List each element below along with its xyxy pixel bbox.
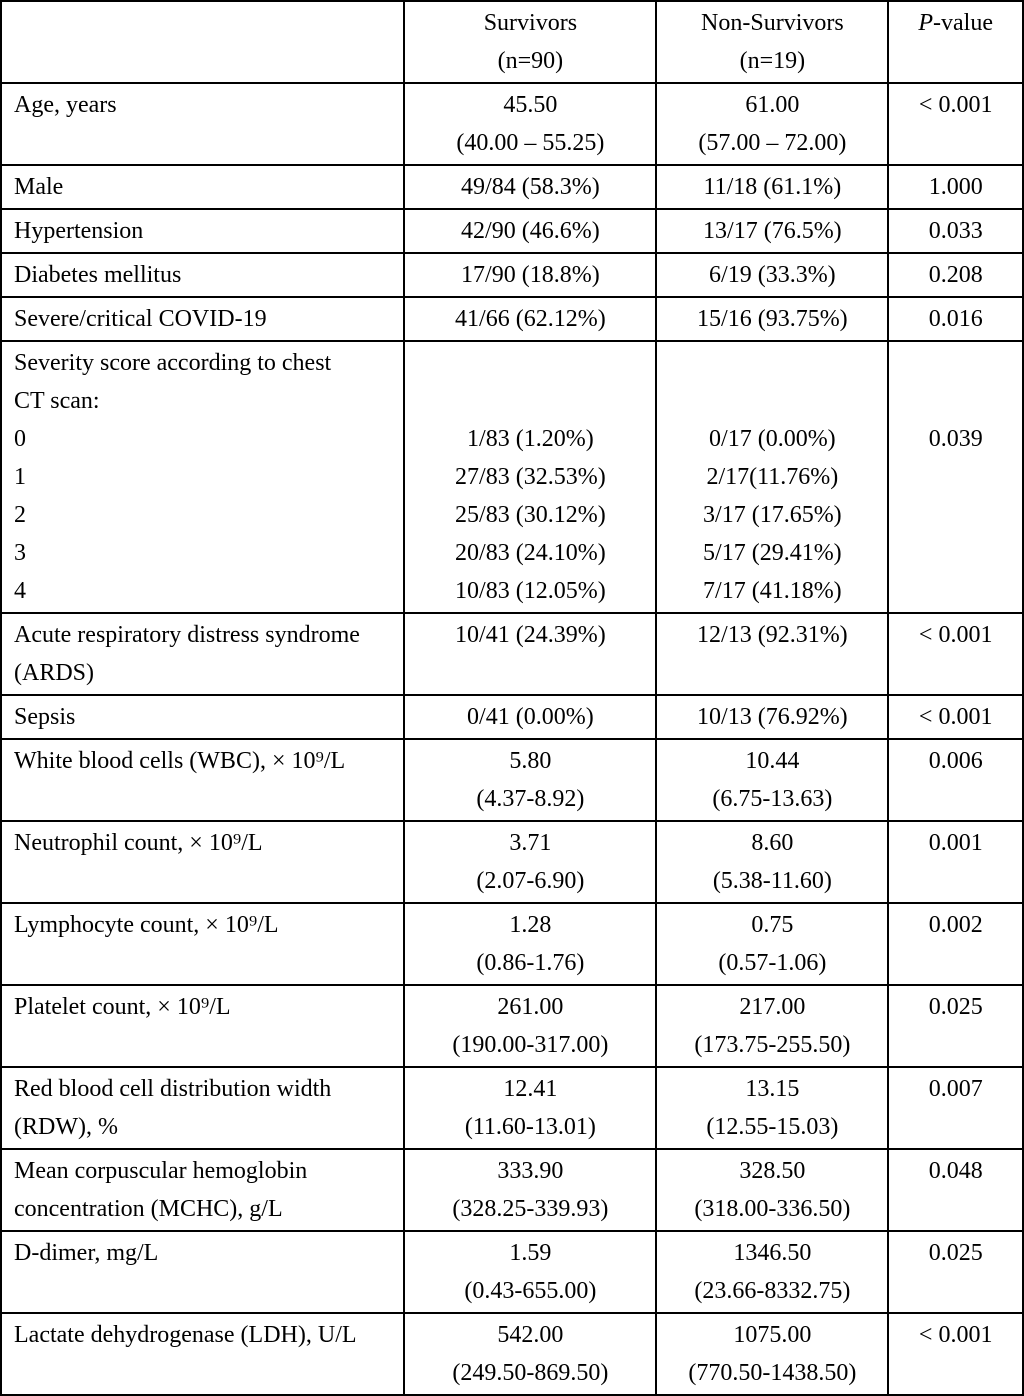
survivors-cell bbox=[405, 904, 657, 984]
p-value-cell bbox=[889, 1068, 1022, 1148]
cell-line: (318.00-336.50) bbox=[694, 1196, 851, 1222]
survivors-cell bbox=[405, 166, 657, 208]
non-survivors-cell bbox=[657, 1150, 889, 1230]
cell-line: (328.25-339.93) bbox=[452, 1196, 609, 1222]
non-survivors-cell bbox=[657, 904, 889, 984]
cell-line: 25/83 (30.12%) bbox=[455, 502, 606, 528]
cell-line: 328.50 bbox=[739, 1158, 806, 1184]
cell-line: 261.00 bbox=[497, 994, 564, 1020]
cell-line bbox=[895, 382, 1016, 420]
cell-line: Sepsis bbox=[14, 704, 76, 730]
p-value-cell bbox=[889, 740, 1022, 820]
p-value-cell bbox=[889, 298, 1022, 340]
cell-line: 17/90 (18.8%) bbox=[461, 262, 600, 288]
row-label-cell bbox=[2, 696, 405, 738]
survivors-cell bbox=[405, 1150, 657, 1230]
row-label-cell bbox=[2, 166, 405, 208]
p-value-cell bbox=[889, 342, 1022, 612]
cell-line: 20/83 (24.10%) bbox=[455, 540, 606, 566]
cell-line: 1.28 bbox=[509, 912, 552, 938]
cell-line: 0.025 bbox=[928, 1240, 983, 1266]
cell-line: (ARDS) bbox=[14, 660, 95, 686]
cell-line: Lactate dehydrogenase (LDH), U/L bbox=[14, 1322, 357, 1348]
header-survivors-title: Survivors bbox=[483, 10, 578, 36]
survivors-cell bbox=[405, 298, 657, 340]
row-label-cell bbox=[2, 904, 405, 984]
survivors-cell bbox=[405, 986, 657, 1066]
cell-line: 2 bbox=[14, 502, 26, 528]
cell-line: (173.75-255.50) bbox=[694, 1032, 851, 1058]
non-survivors-cell bbox=[657, 1314, 889, 1394]
p-value-cell bbox=[889, 1232, 1022, 1312]
cell-line: (4.37-8.92) bbox=[476, 786, 585, 812]
cell-line: White blood cells (WBC), × 10⁹/L bbox=[14, 748, 346, 774]
p-value-cell bbox=[889, 986, 1022, 1066]
cell-line: Neutrophil count, × 10⁹/L bbox=[14, 830, 263, 856]
p-value-cell bbox=[889, 696, 1022, 738]
cell-line: Red blood cell distribution width bbox=[14, 1076, 332, 1102]
cell-line: 542.00 bbox=[497, 1322, 564, 1348]
cell-line: (0.57-1.06) bbox=[718, 950, 827, 976]
cell-line: Male bbox=[14, 174, 64, 200]
non-survivors-cell bbox=[657, 614, 889, 694]
cell-line: Lymphocyte count, × 10⁹/L bbox=[14, 912, 279, 938]
cell-line: 0.001 bbox=[928, 830, 983, 856]
cell-line: 45.50 bbox=[503, 92, 558, 118]
non-survivors-cell bbox=[657, 166, 889, 208]
table-row bbox=[2, 822, 1022, 904]
cell-line: 10/41 (24.39%) bbox=[455, 622, 606, 648]
cell-line: (12.55-15.03) bbox=[706, 1114, 839, 1140]
cell-line: 12/13 (92.31%) bbox=[697, 622, 848, 648]
row-label-cell bbox=[2, 342, 405, 612]
cell-line: 0.006 bbox=[928, 748, 983, 774]
non-survivors-cell bbox=[657, 740, 889, 820]
cell-line: < 0.001 bbox=[918, 704, 993, 730]
survivors-cell bbox=[405, 1232, 657, 1312]
cell-line: 0.75 bbox=[751, 912, 794, 938]
cell-line: Severity score according to chest bbox=[14, 350, 332, 376]
cell-line: 13.15 bbox=[745, 1076, 800, 1102]
cell-line: 1 bbox=[14, 464, 26, 490]
cell-line: 0 bbox=[14, 426, 26, 452]
cell-line: 6/19 (33.3%) bbox=[709, 262, 836, 288]
non-survivors-cell bbox=[657, 696, 889, 738]
survivors-cell bbox=[405, 210, 657, 252]
cell-line: 0.025 bbox=[928, 994, 983, 1020]
cell-line: 333.90 bbox=[497, 1158, 564, 1184]
cell-line bbox=[663, 344, 881, 382]
cell-line: (0.43-655.00) bbox=[464, 1278, 597, 1304]
p-value-cell bbox=[889, 614, 1022, 694]
cell-line: 0.016 bbox=[928, 306, 983, 332]
cell-line bbox=[411, 344, 649, 382]
p-value-cell bbox=[889, 822, 1022, 902]
row-label-cell bbox=[2, 1068, 405, 1148]
header-non-survivors-title: Non-Survivors bbox=[701, 10, 844, 36]
table-row bbox=[2, 1068, 1022, 1150]
cell-line: 1/83 (1.20%) bbox=[467, 426, 594, 452]
table-row bbox=[2, 342, 1022, 614]
non-survivors-cell bbox=[657, 84, 889, 164]
non-survivors-cell bbox=[657, 254, 889, 296]
cell-line: (11.60-13.01) bbox=[464, 1114, 596, 1140]
row-label-cell bbox=[2, 210, 405, 252]
table-row bbox=[2, 904, 1022, 986]
cell-line: 10.44 bbox=[745, 748, 800, 774]
header-survivors-cell bbox=[405, 2, 657, 82]
row-label-cell bbox=[2, 986, 405, 1066]
cell-line: < 0.001 bbox=[918, 1322, 993, 1348]
header-empty-cell bbox=[2, 2, 405, 82]
cell-line: 0/17 (0.00%) bbox=[709, 426, 836, 452]
row-label-cell bbox=[2, 822, 405, 902]
survivors-cell bbox=[405, 740, 657, 820]
p-value-cell bbox=[889, 166, 1022, 208]
cell-line: 0/41 (0.00%) bbox=[467, 704, 594, 730]
table-row bbox=[2, 166, 1022, 210]
cell-line bbox=[663, 382, 881, 420]
row-label-cell bbox=[2, 1314, 405, 1394]
cell-line bbox=[411, 382, 649, 420]
cell-line: Age, years bbox=[14, 92, 117, 118]
cell-line: 27/83 (32.53%) bbox=[455, 464, 606, 490]
cell-line: < 0.001 bbox=[918, 622, 993, 648]
survivors-cell bbox=[405, 342, 657, 612]
p-value-cell bbox=[889, 904, 1022, 984]
cell-line: (249.50-869.50) bbox=[452, 1360, 609, 1386]
non-survivors-cell bbox=[657, 1232, 889, 1312]
cell-line: 0.039 bbox=[928, 426, 983, 452]
cell-line: (5.38-11.60) bbox=[712, 868, 832, 894]
cell-line: 0.033 bbox=[928, 218, 983, 244]
header-survivors-n: (n=90) bbox=[497, 48, 564, 74]
table-row bbox=[2, 84, 1022, 166]
cell-line: 3 bbox=[14, 540, 26, 566]
cell-line: (190.00-317.00) bbox=[452, 1032, 609, 1058]
cell-line: 42/90 (46.6%) bbox=[461, 218, 600, 244]
cell-line: 41/66 (62.12%) bbox=[455, 306, 606, 332]
cell-line: 1.000 bbox=[928, 174, 983, 200]
header-pvalue-label bbox=[895, 4, 1016, 42]
non-survivors-cell bbox=[657, 822, 889, 902]
cell-line: D-dimer, mg/L bbox=[14, 1240, 159, 1266]
cell-line: 0.048 bbox=[928, 1158, 983, 1184]
cell-line: 4 bbox=[14, 578, 26, 604]
cell-line: concentration (MCHC), g/L bbox=[14, 1196, 283, 1222]
non-survivors-cell bbox=[657, 342, 889, 612]
cell-line: 0.007 bbox=[928, 1076, 983, 1102]
cell-line: 0.208 bbox=[928, 262, 983, 288]
cell-line: 7/17 (41.18%) bbox=[703, 578, 842, 604]
row-label-cell bbox=[2, 1150, 405, 1230]
cell-line: (770.50-1438.50) bbox=[688, 1360, 857, 1386]
row-label-cell bbox=[2, 614, 405, 694]
table-row bbox=[2, 696, 1022, 740]
cell-line bbox=[895, 344, 1016, 382]
survivors-cell bbox=[405, 696, 657, 738]
cell-line: 1075.00 bbox=[733, 1322, 812, 1348]
cell-line: (RDW), % bbox=[14, 1114, 118, 1140]
cell-line: 15/16 (93.75%) bbox=[697, 306, 848, 332]
row-label-cell bbox=[2, 254, 405, 296]
cell-line: 3/17 (17.65%) bbox=[703, 502, 842, 528]
row-label-cell bbox=[2, 84, 405, 164]
cell-line: 0.002 bbox=[928, 912, 983, 938]
cell-line: < 0.001 bbox=[918, 92, 993, 118]
cell-line: (0.86-1.76) bbox=[476, 950, 585, 976]
non-survivors-cell bbox=[657, 210, 889, 252]
cell-line: Acute respiratory distress syndrome bbox=[14, 622, 360, 648]
table-row bbox=[2, 210, 1022, 254]
cell-line: (2.07-6.90) bbox=[476, 868, 585, 894]
p-value-cell bbox=[889, 254, 1022, 296]
non-survivors-cell bbox=[657, 298, 889, 340]
cell-line: 5/17 (29.41%) bbox=[703, 540, 842, 566]
cell-line: 13/17 (76.5%) bbox=[703, 218, 842, 244]
cell-line: (6.75-13.63) bbox=[712, 786, 833, 812]
table-body bbox=[2, 84, 1022, 1394]
non-survivors-cell bbox=[657, 986, 889, 1066]
table-row bbox=[2, 614, 1022, 696]
header-non-survivors-cell bbox=[657, 2, 889, 82]
cell-line: 11/18 (61.1%) bbox=[703, 174, 842, 200]
cell-line: 12.41 bbox=[503, 1076, 558, 1102]
cell-line: Diabetes mellitus bbox=[14, 262, 182, 288]
cell-line: Platelet count, × 10⁹/L bbox=[14, 994, 231, 1020]
row-label-cell bbox=[2, 298, 405, 340]
cell-line: 1346.50 bbox=[733, 1240, 812, 1266]
survivors-cell bbox=[405, 822, 657, 902]
cell-line: CT scan: bbox=[14, 388, 100, 414]
cell-line: 10/13 (76.92%) bbox=[697, 704, 848, 730]
survivors-cell bbox=[405, 1068, 657, 1148]
p-value-cell bbox=[889, 210, 1022, 252]
cell-line: Hypertension bbox=[14, 218, 144, 244]
cell-line: Severe/critical COVID-19 bbox=[14, 306, 267, 332]
p-value-cell bbox=[889, 1150, 1022, 1230]
p-value-cell bbox=[889, 84, 1022, 164]
table-row bbox=[2, 740, 1022, 822]
cell-line: 49/84 (58.3%) bbox=[461, 174, 600, 200]
header-pvalue-cell bbox=[889, 2, 1022, 82]
cell-line: 1.59 bbox=[509, 1240, 552, 1266]
row-label-cell bbox=[2, 740, 405, 820]
cell-line: (57.00 – 72.00) bbox=[698, 130, 847, 156]
cell-line: (23.66-8332.75) bbox=[694, 1278, 851, 1304]
pvalue-label-suffix: -value bbox=[933, 10, 993, 36]
cell-line: 61.00 bbox=[745, 92, 800, 118]
table-row bbox=[2, 986, 1022, 1068]
survivors-cell bbox=[405, 254, 657, 296]
cell-line: 10/83 (12.05%) bbox=[455, 578, 606, 604]
p-value-cell bbox=[889, 1314, 1022, 1394]
table-row bbox=[2, 1314, 1022, 1394]
header-non-survivors-n: (n=19) bbox=[739, 48, 806, 74]
table-row bbox=[2, 298, 1022, 342]
non-survivors-cell bbox=[657, 1068, 889, 1148]
survivors-cell bbox=[405, 614, 657, 694]
cell-line: Mean corpuscular hemoglobin bbox=[14, 1158, 308, 1184]
table-row bbox=[2, 1232, 1022, 1314]
cell-line: 8.60 bbox=[751, 830, 794, 856]
cell-line: 3.71 bbox=[509, 830, 552, 856]
survivors-cell bbox=[405, 1314, 657, 1394]
cell-line: 5.80 bbox=[509, 748, 552, 774]
survivors-cell bbox=[405, 84, 657, 164]
cell-line: 217.00 bbox=[739, 994, 806, 1020]
table-header-row bbox=[2, 2, 1022, 84]
cell-line: 2/17(11.76%) bbox=[706, 464, 839, 490]
row-label-cell bbox=[2, 1232, 405, 1312]
table-row bbox=[2, 254, 1022, 298]
pvalue-label-prefix: P bbox=[918, 10, 934, 36]
table-row bbox=[2, 1150, 1022, 1232]
cell-line: (40.00 – 55.25) bbox=[456, 130, 605, 156]
